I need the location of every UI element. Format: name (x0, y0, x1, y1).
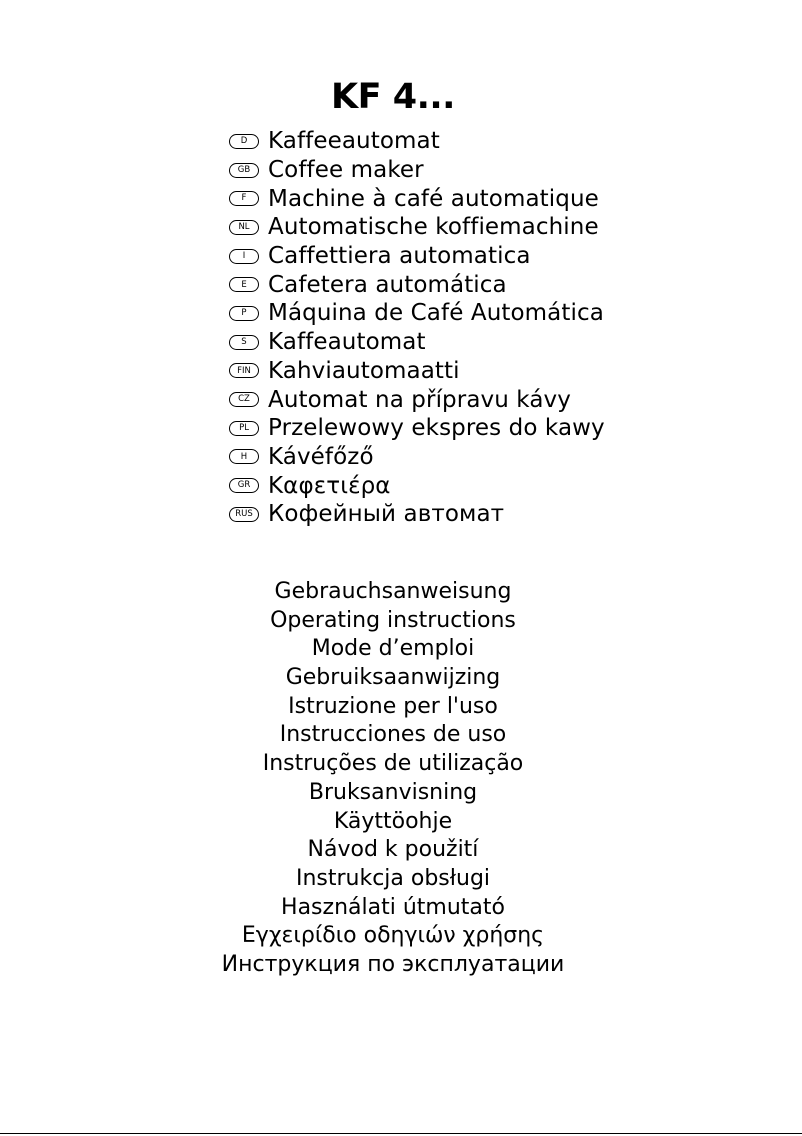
product-name: Kaffeeautomat (268, 128, 440, 155)
instructions-title: Instrucciones de uso (279, 722, 507, 748)
list-item (229, 184, 605, 213)
country-code-badge: PL (229, 421, 259, 436)
list-item (229, 270, 605, 299)
country-code-badge: P (229, 306, 259, 321)
product-name: Przelewowy ekspres do kawy (268, 415, 605, 442)
product-name: Кофейный автомат (268, 501, 505, 528)
product-name: Καφετιέρα (268, 472, 391, 499)
list-item (229, 500, 605, 529)
instructions-title-list (0, 578, 786, 980)
country-code-badge: E (229, 277, 259, 292)
instructions-title: Εγχειρίδιο οδηγιών χρήσης (241, 923, 545, 949)
country-code-badge: NL (229, 220, 259, 235)
instructions-title: Gebrauchsanweisung (274, 579, 512, 604)
list-item (229, 385, 605, 414)
list-item (229, 213, 605, 242)
list-item (229, 299, 605, 328)
product-name: Kaffeautomat (268, 329, 426, 356)
list-item (229, 414, 605, 443)
instructions-title: Mode d’emploi (311, 636, 475, 662)
instructions-title: Instruções de utilização (262, 751, 524, 777)
country-code-badge: D (229, 134, 259, 149)
product-name: Automatische koffiemachine (268, 214, 599, 241)
instructions-title: Istruzione per l'uso (288, 693, 498, 719)
country-code-badge: CZ (229, 392, 259, 407)
instructions-title: Használati útmutató (281, 894, 505, 920)
country-code-badge: S (229, 335, 259, 350)
list-item (229, 127, 605, 156)
list-item (229, 471, 605, 500)
country-code-badge: RUS (229, 507, 259, 522)
product-name: Machine à café automatique (268, 185, 599, 212)
country-code-badge: F (229, 191, 259, 206)
product-name: Automat na přípravu kávy (268, 386, 571, 413)
country-code-badge: FIN (229, 363, 259, 378)
list-item (229, 357, 605, 386)
country-code-badge: GR (229, 478, 259, 493)
instructions-title: Инструкция по эксплуатации (221, 951, 565, 977)
instructions-title: Bruksanvisning (308, 779, 478, 805)
product-name: Kahviautomaatti (268, 357, 460, 384)
instructions-title: Gebruiksaanwijzing (285, 665, 501, 691)
product-name-list (229, 127, 605, 529)
instructions-title: Operating instructions (270, 607, 516, 633)
product-name: Cafetera automática (268, 271, 507, 298)
list-item (229, 443, 605, 472)
instructions-title: Instrukcja obsługi (295, 865, 491, 891)
model-title: KF 4... (331, 77, 455, 118)
list-item (229, 242, 605, 271)
page-bottom-rule (0, 1133, 802, 1134)
product-name: Coffee maker (268, 157, 424, 184)
instructions-title: Návod k použití (307, 837, 479, 863)
country-code-badge: H (229, 449, 259, 464)
country-code-badge: GB (229, 163, 259, 178)
product-name: Máquina de Café Automática (268, 300, 604, 327)
instructions-title: Käyttöohje (333, 808, 453, 834)
product-name: Caffettiera automatica (268, 243, 531, 270)
country-code-badge: I (229, 249, 259, 264)
list-item (229, 156, 605, 185)
list-item (229, 328, 605, 357)
product-name: Kávéfőző (268, 443, 374, 470)
